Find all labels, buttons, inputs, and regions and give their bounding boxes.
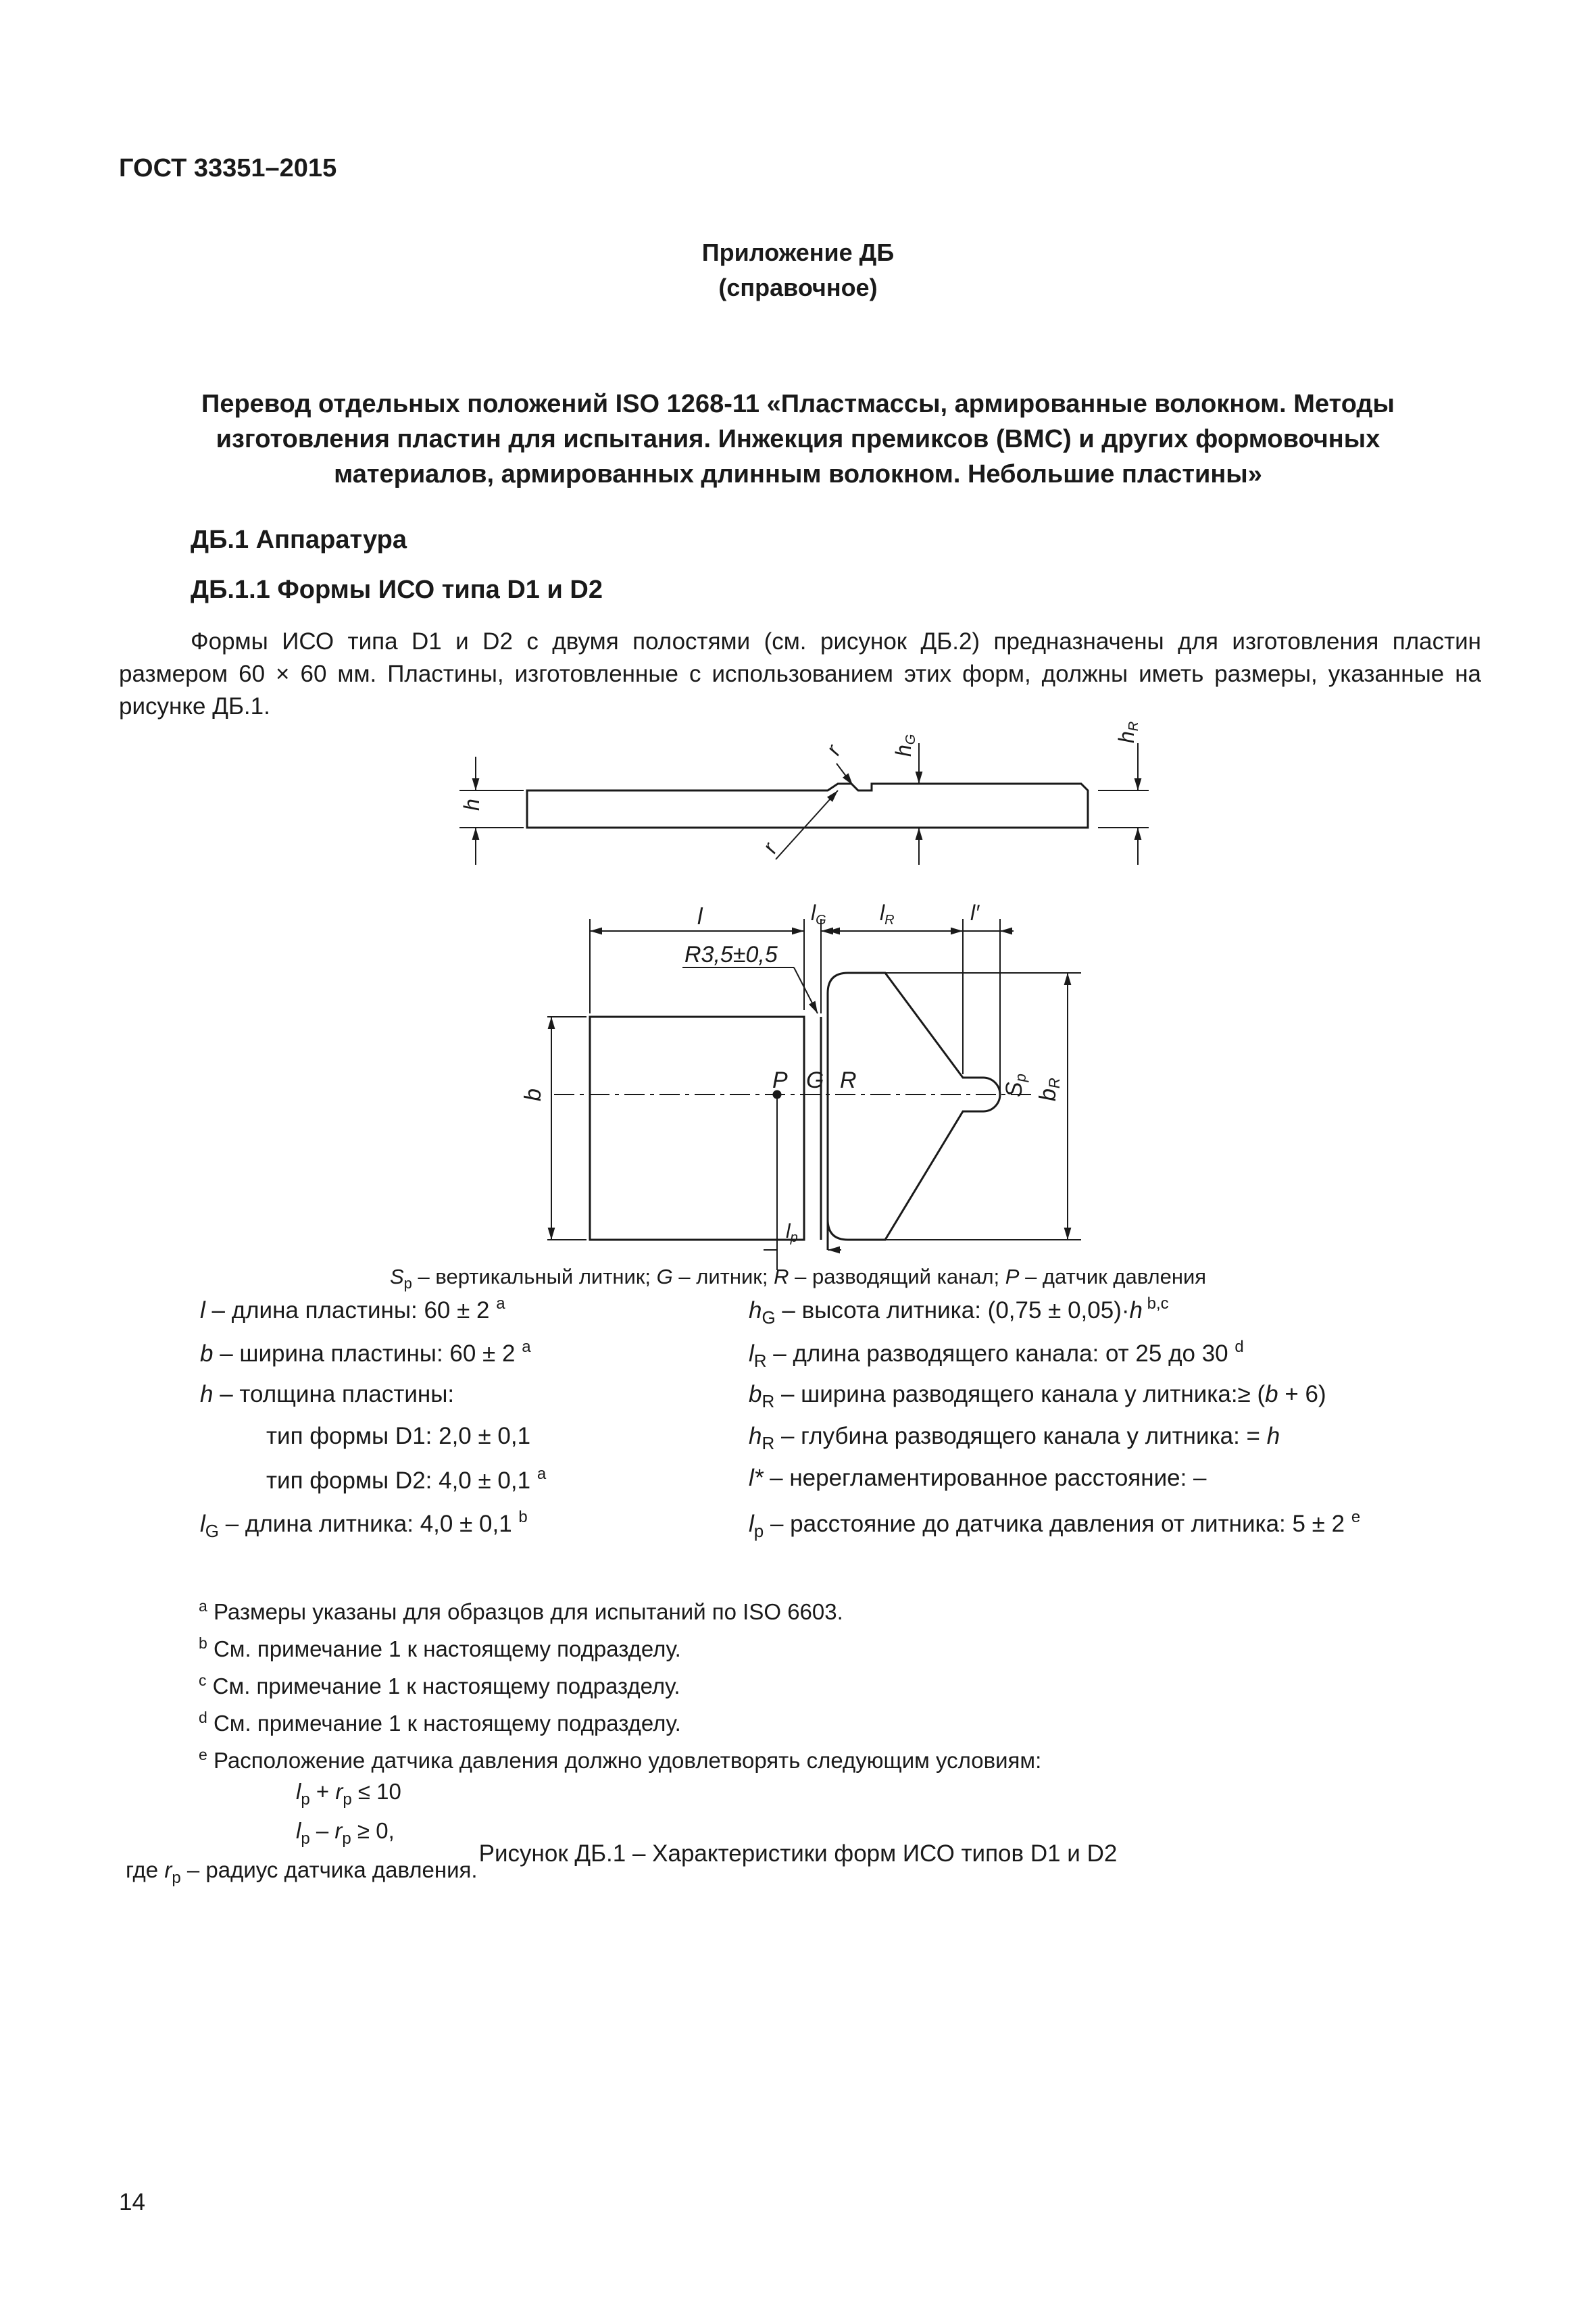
page-number: 14 bbox=[119, 2189, 145, 2215]
note-a: $^a$ Размеры указаны для образцов для испытаний по ISO 6603. bbox=[199, 1597, 843, 1624]
def-sensor-distance: $l_p$ – расстояние до датчика давления от литника: 5 ± 2 $^e$ bbox=[749, 1508, 1361, 1541]
def-thickness: h – толщина пластины: bbox=[200, 1381, 455, 1407]
runner-channel bbox=[828, 973, 1000, 1240]
label-lprime: l′ bbox=[970, 901, 980, 925]
heading-apparatus: ДБ.1 Аппаратура bbox=[191, 526, 407, 554]
def-length: l – длина пластины: 60 ± 2 $^a$ bbox=[200, 1294, 505, 1324]
condition-2: $l_p - r_p \ge 0$, bbox=[296, 1818, 395, 1848]
condition-1: $l_p + r_p \le 10$ bbox=[296, 1779, 401, 1809]
label-r: r bbox=[757, 838, 782, 857]
def-runner-depth: $h_R$ – глубина разводящего канала у литника: = h bbox=[749, 1423, 1280, 1453]
def-runner-width: $b_R$ – ширина разводящего канала у литника:≥ (b + 6) bbox=[749, 1381, 1326, 1411]
label-radius: R3,5±0,5 bbox=[684, 942, 778, 967]
def-width: b – ширина пластины: 60 ± 2 $^a$ bbox=[200, 1338, 531, 1367]
plate-plan bbox=[590, 1017, 804, 1240]
label-h: h bbox=[459, 799, 484, 811]
label-Sp: Sp bbox=[1001, 1074, 1029, 1097]
section-title-line: материалов, армированных длинным волокном. Небольшие пластины» bbox=[334, 460, 1262, 488]
section-title-line: Перевод отдельных положений ISO 1268-11 «Пластмассы, армированные волокном. Методы bbox=[201, 390, 1395, 418]
note-b: $^b$ См. примечание 1 к настоящему подразделу. bbox=[199, 1634, 681, 1661]
label-R: R bbox=[840, 1067, 857, 1093]
label-lR: lR bbox=[880, 901, 895, 928]
note-d: $^d$ См. примечание 1 к настоящему подразделу. bbox=[199, 1709, 681, 1736]
document-header: ГОСТ 33351–2015 bbox=[119, 154, 337, 182]
label-hG: hG bbox=[891, 734, 918, 757]
paragraph-text: Формы ИСО типа D1 и D2 с двумя полостями (см. рисунок ДБ.2) предназначены для изготовления пластин размером 60 × 60 мм. Пластины, изготовленные с использованием этих форм, должны иметь размеры, указанные на рисунке ДБ.1. bbox=[119, 628, 1481, 720]
def-type-d1: тип формы D1: 2,0 ± 0,1 bbox=[266, 1423, 531, 1449]
def-type-d2: тип формы D2: 4,0 ± 0,1 $^a$ bbox=[266, 1465, 547, 1494]
label-G: G bbox=[806, 1067, 824, 1093]
annex-status: (справочное) bbox=[718, 274, 878, 301]
def-gate-height: $h_G$ – высота литника: (0,75 ± 0,05)·h $^{b,c}$ bbox=[749, 1294, 1169, 1328]
section-title-line: изготовления пластин для испытания. Инжекция премиксов (BMC) и других формовочных bbox=[216, 425, 1380, 453]
sensor-radius-note: где $r_p$ – радиус датчика давления. bbox=[126, 1857, 478, 1887]
note-e: $^e$ Расположение датчика давления должно удовлетворять следующим условиям: bbox=[199, 1746, 1042, 1773]
annex-title: Приложение ДБ bbox=[701, 238, 895, 266]
def-unregulated-distance: l* – нерегламентированное расстояние: – bbox=[749, 1465, 1207, 1491]
def-runner-length: $l_R$ – длина разводящего канала: от 25 до 30 $^d$ bbox=[749, 1338, 1244, 1371]
label-P: P bbox=[772, 1067, 788, 1093]
label-hR: hR bbox=[1114, 721, 1141, 743]
figure-caption: Рисунок ДБ.1 – Характеристики форм ИСО типов D1 и D2 bbox=[478, 1840, 1118, 1867]
label-rf: r bbox=[820, 740, 846, 759]
figure-legend-caption: $S_p$ – вертикальный литник; G – литник; R – разводящий канал; P – датчик давления bbox=[389, 1265, 1207, 1292]
label-bR: bR bbox=[1035, 1078, 1063, 1101]
heading-molds: ДБ.1.1 Формы ИСО типа D1 и D2 bbox=[191, 576, 603, 604]
plate-side-view bbox=[527, 784, 1088, 828]
def-gate-length: $l_G$ – длина литника: 4,0 ± 0,1 $^b$ bbox=[200, 1508, 528, 1541]
label-lG: lG bbox=[811, 901, 826, 928]
label-l: l bbox=[697, 904, 703, 930]
note-c: $^c$ См. примечание 1 к настоящему подразделу. bbox=[199, 1671, 680, 1699]
label-b: b bbox=[520, 1088, 546, 1101]
label-lp: $l_p$ bbox=[786, 1220, 798, 1245]
